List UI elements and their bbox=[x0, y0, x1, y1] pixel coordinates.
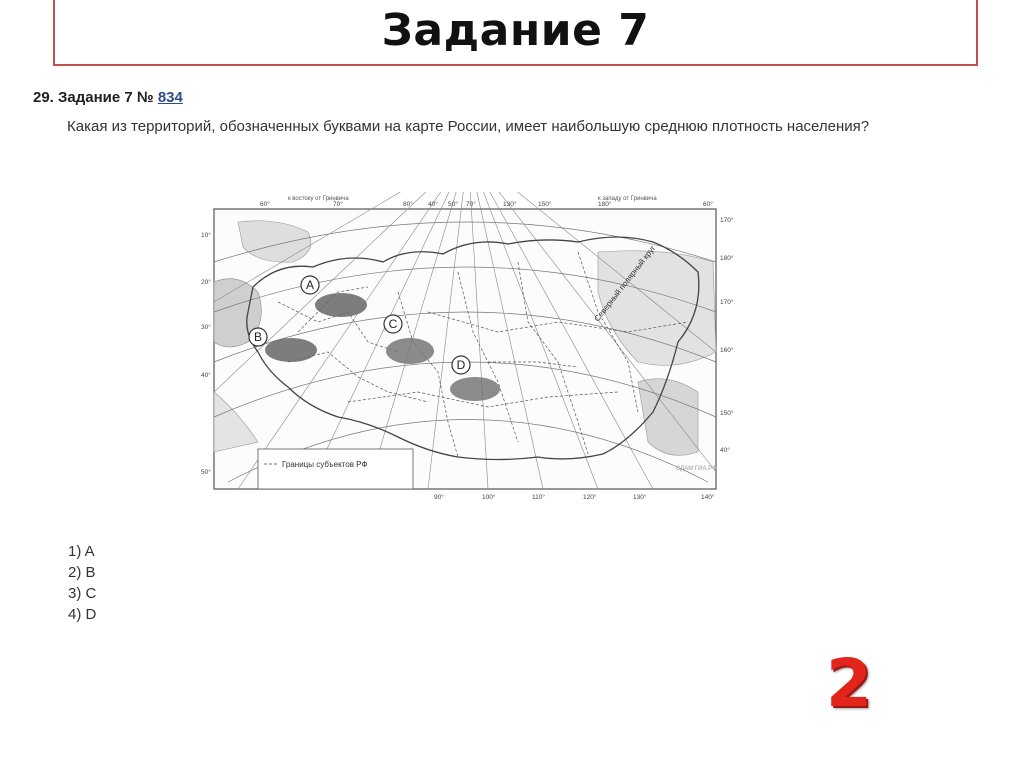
answer-options bbox=[68, 541, 96, 625]
lon-label: 40° bbox=[720, 447, 730, 454]
lon-label: 130° bbox=[503, 201, 517, 208]
answer-option[interactable]: 2) B bbox=[68, 564, 96, 581]
task-link[interactable]: 834 bbox=[157, 89, 183, 106]
lon-label: 170° bbox=[720, 299, 734, 306]
map-watermark: СДАМ ГИА.РФ bbox=[676, 466, 717, 472]
lon-label: 110° bbox=[532, 494, 545, 501]
lon-label: 170° bbox=[720, 217, 734, 224]
note-east: к западу от Гринвича bbox=[598, 196, 657, 202]
marker-c: C bbox=[388, 317, 398, 331]
lon-label: 100° bbox=[482, 494, 496, 501]
legend-label: Границы субъектов РФ bbox=[282, 460, 368, 469]
lon-label: 70° bbox=[333, 201, 343, 208]
lon-label: 40° bbox=[428, 201, 438, 208]
answer-option[interactable]: 4) D bbox=[68, 606, 97, 623]
lon-label: 60° bbox=[703, 201, 713, 208]
marker-a: A bbox=[305, 278, 315, 292]
lat-label: 40° bbox=[201, 372, 211, 379]
lon-label: 60° bbox=[260, 201, 270, 208]
lat-label: 20° bbox=[201, 279, 211, 286]
lon-label: 50° bbox=[448, 201, 458, 208]
lat-label: 10° bbox=[201, 232, 211, 239]
lat-label: 50° bbox=[201, 469, 211, 476]
lat-label: 30° bbox=[201, 324, 211, 331]
lon-label: 180° bbox=[720, 255, 734, 262]
lon-label: 150° bbox=[538, 201, 552, 208]
slide-title: Задание 7 bbox=[381, 4, 650, 56]
lon-label: 180° bbox=[598, 201, 612, 208]
map-legend bbox=[258, 449, 413, 489]
arctic-circle-label: Северный полярный круг bbox=[592, 243, 658, 324]
answer-option[interactable]: 1) A bbox=[68, 543, 95, 560]
task-header bbox=[33, 89, 183, 106]
note-west: к востоку от Гринвича bbox=[288, 196, 349, 202]
slide-title-frame bbox=[53, 0, 978, 66]
answer-option[interactable]: 3) C bbox=[68, 585, 97, 602]
lon-label: 70° bbox=[466, 201, 476, 208]
correct-answer-mark: 2 bbox=[826, 645, 872, 722]
lon-label: 140° bbox=[701, 494, 715, 501]
lon-label: 150° bbox=[720, 410, 734, 417]
lon-label: 80° bbox=[403, 201, 413, 208]
task-number: 29. Задание 7 № bbox=[33, 89, 154, 106]
lon-label: 120° bbox=[583, 494, 597, 501]
lon-label: 160° bbox=[720, 347, 734, 354]
lon-label: 130° bbox=[633, 494, 647, 501]
marker-b: B bbox=[253, 330, 263, 344]
lon-label: 90° bbox=[434, 494, 444, 501]
marker-d: D bbox=[456, 358, 466, 372]
russia-map bbox=[198, 192, 736, 506]
task-question: Какая из территорий, обозначенных буквами на карте России, имеет наибольшую среднюю плотность населения? bbox=[67, 118, 870, 135]
